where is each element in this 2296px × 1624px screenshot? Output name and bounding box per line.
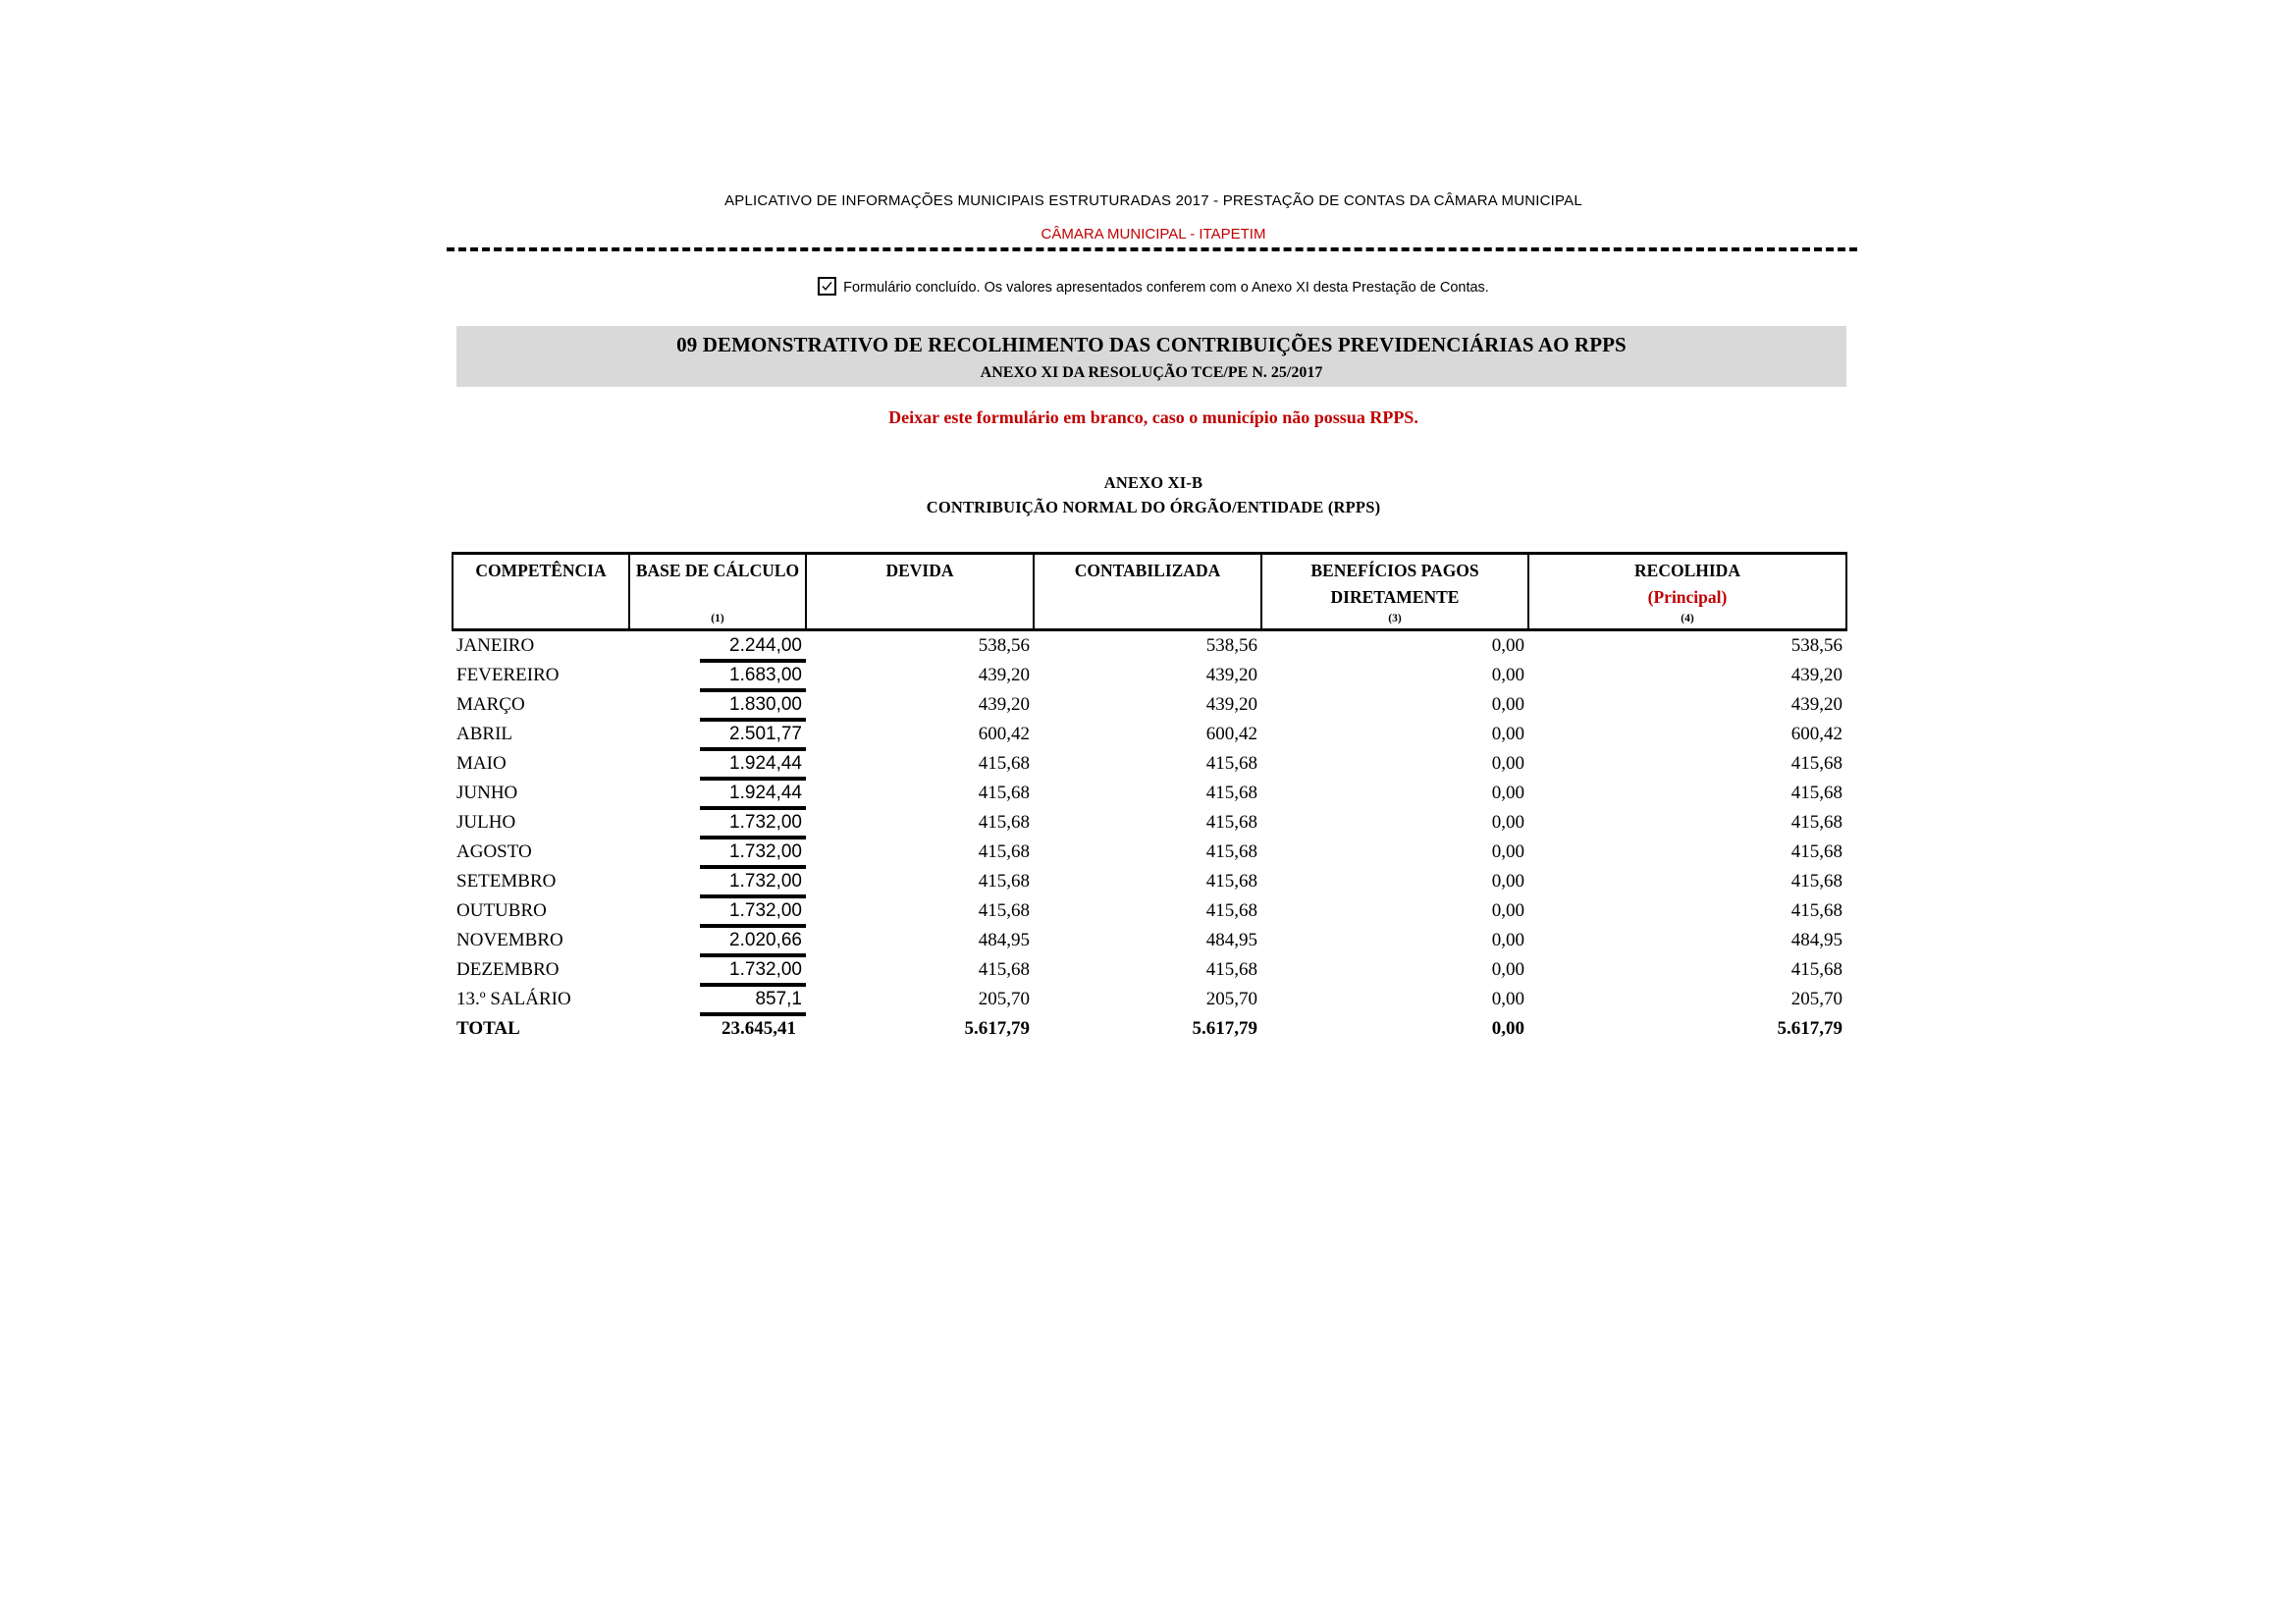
cell-contabilizada: 600,42 <box>1205 724 1257 744</box>
annex-description: CONTRIBUIÇÃO NORMAL DO ÓRGÃO/ENTIDADE (RPPS) <box>926 498 1381 516</box>
table-total-row <box>453 1014 1846 1044</box>
table-row <box>453 808 1846 838</box>
column-header-line2: DIRETAMENTE <box>1330 587 1460 607</box>
table-row <box>453 661 1846 690</box>
cell-recolhida: 439,20 <box>1790 694 1842 715</box>
cell-total-base-calculo: 23.645,41 <box>721 1018 796 1039</box>
form-title: 09 DEMONSTRATIVO DE RECOLHIMENTO DAS CONTRIBUIÇÕES PREVIDENCIÁRIAS AO RPPS <box>676 333 1627 356</box>
cell-beneficios: 0,00 <box>1491 812 1524 833</box>
cell-contabilizada: 439,20 <box>1205 694 1257 715</box>
cell-devida: 415,68 <box>978 871 1030 892</box>
cell-devida: 415,68 <box>978 900 1030 921</box>
input-base-calculo[interactable]: 857,1 <box>629 985 806 1014</box>
cell-contabilizada: 484,95 <box>1205 930 1257 950</box>
entity-name: CÂMARA MUNICIPAL - ITAPETIM <box>1041 226 1266 243</box>
contributions-table <box>452 552 1847 1044</box>
table-row <box>453 867 1846 896</box>
table-row <box>453 926 1846 955</box>
cell-contabilizada: 538,56 <box>1205 635 1257 656</box>
form-warning-note: Deixar este formulário em branco, caso o município não possua RPPS. <box>888 407 1418 427</box>
cell-competencia: JULHO <box>456 812 516 833</box>
table-row <box>453 838 1846 867</box>
table-header-row <box>453 554 1846 630</box>
cell-beneficios: 0,00 <box>1491 841 1524 862</box>
cell-devida: 439,20 <box>978 665 1030 685</box>
cell-recolhida: 538,56 <box>1790 635 1842 656</box>
check-icon <box>822 281 832 292</box>
cell-recolhida: 415,68 <box>1790 783 1842 803</box>
cell-beneficios: 0,00 <box>1491 989 1524 1009</box>
cell-competencia: MARÇO <box>456 694 525 715</box>
column-header-line1: RECOLHIDA <box>1634 561 1740 580</box>
table-row <box>453 985 1846 1014</box>
form-title-banner <box>456 326 1846 387</box>
table-row <box>453 896 1846 926</box>
cell-beneficios: 0,00 <box>1491 635 1524 656</box>
table-header <box>453 554 1846 630</box>
column-header-competencia <box>453 554 629 630</box>
cell-beneficios: 0,00 <box>1491 783 1524 803</box>
cell-competencia: 13.º SALÁRIO <box>456 989 571 1009</box>
cell-recolhida: 415,68 <box>1790 812 1842 833</box>
cell-recolhida: 205,70 <box>1790 989 1842 1009</box>
cell-devida: 600,42 <box>978 724 1030 744</box>
cell-devida: 415,68 <box>978 812 1030 833</box>
column-header-contabilizada <box>1034 554 1261 630</box>
table-row <box>453 955 1846 985</box>
table-row <box>453 690 1846 720</box>
cell-recolhida: 439,20 <box>1790 665 1842 685</box>
table-row <box>453 779 1846 808</box>
column-header-note: (3) <box>1388 613 1402 624</box>
cell-beneficios: 0,00 <box>1491 900 1524 921</box>
input-base-calculo[interactable]: 1.683,00 <box>629 661 806 690</box>
input-base-calculo[interactable]: 1.732,00 <box>629 955 806 985</box>
cell-contabilizada: 439,20 <box>1205 665 1257 685</box>
document-header <box>447 192 1860 243</box>
cell-beneficios: 0,00 <box>1491 959 1524 980</box>
cell-competencia: OUTUBRO <box>456 900 547 921</box>
input-base-calculo[interactable]: 2.244,00 <box>629 630 806 662</box>
cell-total-devida: 5.617,79 <box>964 1018 1030 1039</box>
column-header-line1: BENEFÍCIOS PAGOS <box>1310 561 1479 580</box>
cell-beneficios: 0,00 <box>1491 694 1524 715</box>
cell-recolhida: 415,68 <box>1790 900 1842 921</box>
cell-devida: 538,56 <box>978 635 1030 656</box>
cell-competencia: ABRIL <box>456 724 512 744</box>
annex-heading <box>447 473 1860 517</box>
cell-recolhida: 415,68 <box>1790 753 1842 774</box>
application-title: APLICATIVO DE INFORMAÇÕES MUNICIPAIS ESTRUTURADAS 2017 - PRESTAÇÃO DE CONTAS DA CÂMARA MUNICIPAL <box>724 192 1582 209</box>
input-base-calculo[interactable]: 1.732,00 <box>629 808 806 838</box>
cell-contabilizada: 205,70 <box>1205 989 1257 1009</box>
column-header-note: (4) <box>1681 613 1694 624</box>
input-base-calculo[interactable]: 2.020,66 <box>629 926 806 955</box>
cell-beneficios: 0,00 <box>1491 753 1524 774</box>
input-base-calculo[interactable]: 1.830,00 <box>629 690 806 720</box>
cell-competencia: MAIO <box>456 753 507 774</box>
cell-contabilizada: 415,68 <box>1205 783 1257 803</box>
cell-devida: 415,68 <box>978 753 1030 774</box>
cell-contabilizada: 415,68 <box>1205 959 1257 980</box>
cell-beneficios: 0,00 <box>1491 665 1524 685</box>
table-row <box>453 720 1846 749</box>
contributions-table-wrapper <box>452 552 1845 1044</box>
cell-recolhida: 415,68 <box>1790 841 1842 862</box>
column-header-beneficios-pagos-diretamente <box>1261 554 1528 630</box>
cell-contabilizada: 415,68 <box>1205 871 1257 892</box>
cell-recolhida: 415,68 <box>1790 871 1842 892</box>
cell-contabilizada: 415,68 <box>1205 841 1257 862</box>
form-completed-status <box>447 278 1860 297</box>
table-row <box>453 630 1846 662</box>
cell-competencia: DEZEMBRO <box>456 959 560 980</box>
cell-devida: 415,68 <box>978 841 1030 862</box>
form-completed-label: Formulário concluído. Os valores apresentados conferem com o Anexo XI desta Prestação de Contas. <box>843 279 1489 296</box>
cell-beneficios: 0,00 <box>1491 871 1524 892</box>
input-base-calculo[interactable]: 1.732,00 <box>629 838 806 867</box>
table-row <box>453 749 1846 779</box>
column-header-note: (1) <box>711 613 724 624</box>
cell-competencia: JUNHO <box>456 783 518 803</box>
cell-devida: 205,70 <box>978 989 1030 1009</box>
cell-total-contabilizada: 5.617,79 <box>1192 1018 1257 1039</box>
cell-devida: 439,20 <box>978 694 1030 715</box>
column-header-line1: COMPETÊNCIA <box>475 561 607 580</box>
input-base-calculo[interactable]: 1.924,44 <box>629 749 806 779</box>
cell-contabilizada: 415,68 <box>1205 753 1257 774</box>
cell-recolhida: 484,95 <box>1790 930 1842 950</box>
column-header-devida <box>806 554 1034 630</box>
column-header-line1: BASE DE CÁLCULO <box>635 561 800 580</box>
cell-devida: 415,68 <box>978 959 1030 980</box>
cell-competencia: FEVEREIRO <box>456 665 560 685</box>
cell-beneficios: 0,00 <box>1491 930 1524 950</box>
table-body <box>453 630 1846 1045</box>
cell-devida: 415,68 <box>978 783 1030 803</box>
header-divider <box>447 247 1857 251</box>
cell-competencia: SETEMBRO <box>456 871 557 892</box>
input-base-calculo[interactable]: 1.924,44 <box>629 779 806 808</box>
column-header-recolhida <box>1528 554 1846 630</box>
input-base-calculo[interactable]: 1.732,00 <box>629 896 806 926</box>
column-header-line1: CONTABILIZADA <box>1074 561 1221 580</box>
input-base-calculo[interactable]: 2.501,77 <box>629 720 806 749</box>
annex-code: ANEXO XI-B <box>1103 473 1203 492</box>
cell-total-recolhida: 5.617,79 <box>1777 1018 1842 1039</box>
cell-recolhida: 415,68 <box>1790 959 1842 980</box>
form-completed-checkbox[interactable] <box>818 277 836 296</box>
column-header-base-calculo <box>629 554 806 630</box>
input-base-calculo[interactable]: 1.732,00 <box>629 867 806 896</box>
form-subtitle: ANEXO XI DA RESOLUÇÃO TCE/PE N. 25/2017 <box>980 364 1323 381</box>
cell-recolhida: 600,42 <box>1790 724 1842 744</box>
cell-beneficios: 0,00 <box>1491 724 1524 744</box>
column-header-line1: DEVIDA <box>885 561 954 580</box>
cell-devida: 484,95 <box>978 930 1030 950</box>
cell-competencia: JANEIRO <box>456 635 535 656</box>
cell-competencia: NOVEMBRO <box>456 930 563 950</box>
cell-contabilizada: 415,68 <box>1205 812 1257 833</box>
cell-contabilizada: 415,68 <box>1205 900 1257 921</box>
column-header-line2: (Principal) <box>1647 587 1728 607</box>
cell-competencia: AGOSTO <box>456 841 532 862</box>
cell-total-label: TOTAL <box>456 1018 520 1039</box>
cell-total-beneficios: 0,00 <box>1491 1018 1524 1039</box>
